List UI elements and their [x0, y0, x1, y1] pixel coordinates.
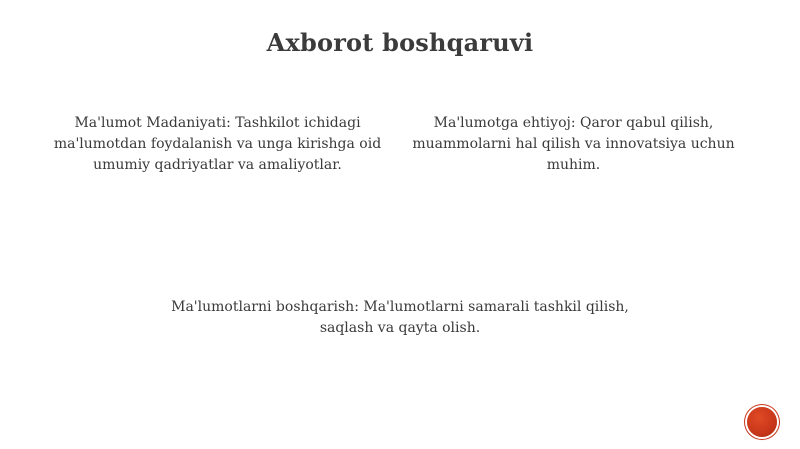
text-block-data-management: Ma'lumotlarni boshqarish: Ma'lumotlarni samarali tashkil qilish, saqlash va qayta olish. [171, 299, 629, 336]
slide-title: Axborot boshqaruvi [266, 28, 534, 57]
text-block-data-need: Ma'lumotga ehtiyoj: Qaror qabul qilish, muammolarni hal qilish va innovatsiya uchun muhim. [412, 115, 735, 173]
text-block-data-culture: Ma'lumot Madaniyati: Tashkilot ichidagi ma'lumotdan foydalanish va unga kirishga oid umumiy qadriyatlar va amaliyotlar. [53, 115, 382, 173]
circle-nav-icon[interactable] [747, 407, 777, 437]
